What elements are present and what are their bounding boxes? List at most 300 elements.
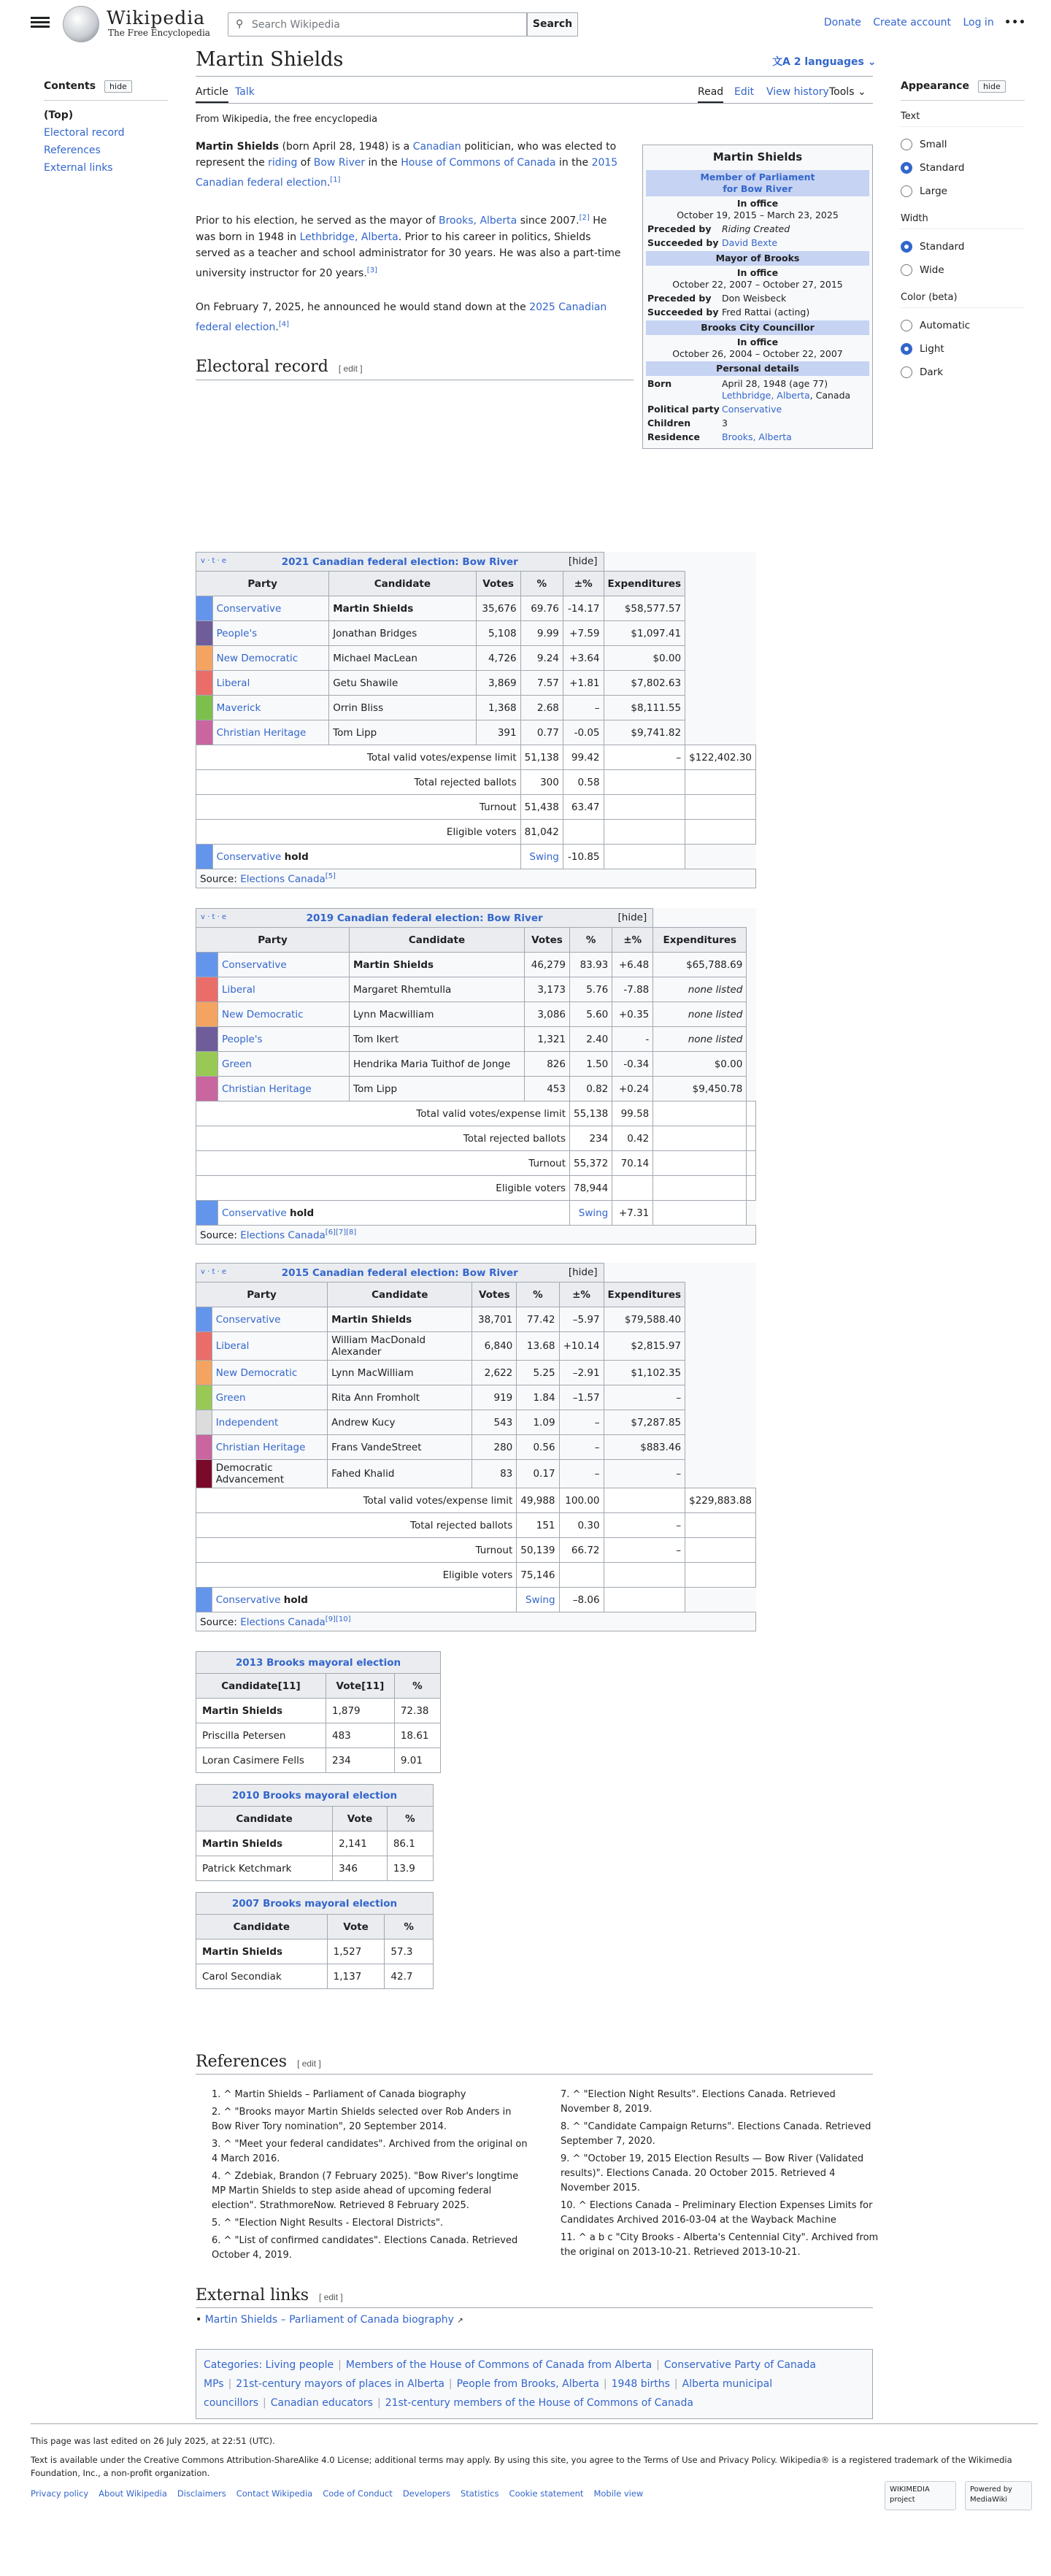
totals-row	[196, 1513, 756, 1538]
party-cell	[212, 1307, 327, 1332]
candidate-name: Martin Shields	[196, 1699, 326, 1723]
category-link[interactable]: People from Brooks, Alberta	[456, 2378, 599, 2390]
swing-value: –8.06	[559, 1588, 604, 1612]
percent-cell: 5.60	[570, 1002, 612, 1027]
footer-link[interactable]: Cookie statement	[509, 2488, 584, 2499]
text: politician, who was elected to represent the	[196, 141, 617, 169]
candidate-row	[196, 621, 756, 646]
search-icon: ⚲	[236, 18, 244, 30]
totals-expenditures	[685, 820, 756, 845]
tools-menu[interactable]	[829, 86, 866, 98]
party-cell	[212, 720, 329, 745]
party-name[interactable]: Green	[215, 1391, 246, 1404]
totals-change	[653, 1101, 747, 1126]
mayoral-title[interactable]: 2013 Brooks mayoral election	[235, 1656, 401, 1669]
column-header: Candidate	[328, 1283, 472, 1307]
source-label: Source:	[200, 1616, 241, 1629]
party-name[interactable]: Maverick	[216, 701, 261, 714]
change-cell: +0.24	[612, 1077, 653, 1101]
candidate-row	[196, 1435, 756, 1460]
totals-label: Total rejected ballots	[196, 1126, 570, 1151]
tab-article[interactable]: Article	[196, 86, 228, 103]
totals-row	[196, 820, 756, 845]
percent-cell: 42.7	[385, 1964, 434, 1989]
source-cell	[196, 1612, 756, 1631]
citation-links[interactable]: [9][10]	[325, 1615, 351, 1623]
toc-hide-button[interactable]: hide	[104, 80, 132, 93]
party-name[interactable]: People's	[222, 1033, 263, 1045]
change-cell: –1.57	[559, 1385, 604, 1410]
toc-item-external-links[interactable]: External links	[44, 162, 113, 174]
in-office-label: In office	[736, 198, 779, 209]
in-office-label: In office	[736, 337, 779, 347]
reference-item[interactable]: 5. ^ "Election Night Results - Electoral Districts".	[212, 2218, 444, 2229]
hold-word: hold	[290, 1207, 315, 1219]
party-name[interactable]: People's	[216, 627, 258, 639]
column-header: Vote[11]	[326, 1674, 394, 1699]
wikimedia-project-badge[interactable]: WIKIMEDIA project	[885, 2481, 956, 2510]
reference-item[interactable]: 2. ^ "Brooks mayor Martin Shields selected over Rob Anders in Bow River Tory nomination", 20 September 2014.	[212, 2107, 512, 2132]
table-hide-toggle[interactable]: [hide]	[568, 555, 598, 567]
party-name[interactable]: Green	[222, 1058, 252, 1070]
totals-percent: 99.42	[563, 745, 604, 770]
toc-item-electoral-record[interactable]: Electoral record	[44, 127, 125, 139]
party-name[interactable]: New Democratic	[216, 652, 299, 664]
party-name[interactable]: Christian Heritage	[222, 1083, 312, 1095]
text: Prior to his election, he served as the mayor of	[196, 215, 439, 227]
in-office-label: In office	[736, 267, 779, 278]
votes-cell: 3,869	[476, 671, 520, 696]
totals-expenditures	[685, 795, 756, 820]
change-cell: +3.64	[563, 646, 604, 671]
party-name[interactable]: New Democratic	[222, 1008, 304, 1020]
mayoral-row	[196, 1831, 434, 1856]
text-size-small[interactable]	[901, 133, 1025, 156]
votes-cell: 1,321	[525, 1027, 570, 1052]
reference-item[interactable]: 4. ^ Zdebiak, Brandon (7 February 2025). "Bow River's longtime MP Martin Shields to step aside ahead of upcoming federal election". StrathmoreNow. Retrieved 8 February 2025.	[212, 2171, 519, 2211]
election-title[interactable]: 2015 Canadian federal election: Bow River	[281, 1266, 518, 1279]
search-button[interactable]: Search	[527, 12, 578, 36]
more-options-icon[interactable]: •••	[1004, 17, 1026, 28]
source-link[interactable]: Elections Canada	[240, 1229, 326, 1242]
percent-cell: 18.61	[394, 1723, 440, 1748]
votes-cell: 46,279	[525, 953, 570, 977]
search-input[interactable]	[228, 12, 527, 36]
change-cell: –	[563, 696, 604, 720]
totals-change	[653, 1126, 747, 1151]
candidate-name: Jonathan Bridges	[329, 621, 476, 646]
votes-cell: 919	[472, 1385, 517, 1410]
wikipedia-globe-logo[interactable]	[63, 6, 99, 42]
link-canadian[interactable]: Canadian	[412, 141, 461, 153]
candidate-row	[196, 953, 756, 977]
totals-expenditures	[685, 1563, 756, 1588]
column-header: Expenditures	[604, 572, 685, 596]
table-hide-toggle[interactable]: [hide]	[617, 912, 647, 923]
party-color-swatch	[196, 1027, 218, 1052]
category-link[interactable]: Canadian educators	[270, 2397, 373, 2409]
totals-votes: 51,138	[520, 745, 563, 770]
hold-word: hold	[283, 1593, 308, 1606]
swing-label	[517, 1588, 559, 1612]
candidate-name: William MacDonald Alexander	[328, 1332, 472, 1361]
party-color-swatch	[196, 1361, 212, 1385]
category-link[interactable]: 1948 births	[611, 2378, 670, 2390]
category-link[interactable]: Alberta municipal councillors	[204, 2378, 773, 2409]
change-cell: -14.17	[563, 596, 604, 621]
candidate-name: Orrin Bliss	[329, 696, 476, 720]
text: He was born in 1948 in	[196, 215, 607, 243]
candidate-row	[196, 646, 756, 671]
category-separator: |	[228, 2378, 232, 2390]
column-header: Candidate	[196, 1915, 328, 1939]
votes-cell: 543	[472, 1410, 517, 1435]
tab-edit[interactable]: Edit	[734, 86, 755, 98]
reference-item[interactable]: 9. ^ "October 19, 2015 Election Results — Bow River (Validated results)". Elections Canada. 20 October 2015. Retrieved 4 November 2015.	[561, 2153, 864, 2194]
footer-link[interactable]: Statistics	[460, 2488, 499, 2499]
totals-row	[196, 1151, 756, 1176]
reference-column-right	[561, 2088, 882, 2263]
source-link[interactable]: Elections Canada	[240, 1616, 326, 1629]
votes-cell: 1,527	[327, 1939, 385, 1964]
percent-cell: 0.17	[517, 1460, 559, 1488]
link-bow-river[interactable]: Bow River	[313, 157, 366, 169]
toc-item-references[interactable]: References	[44, 145, 101, 156]
change-cell: +10.14	[559, 1332, 604, 1361]
hold-party[interactable]: Conservative	[216, 850, 282, 863]
expenditures-cell: $7,802.63	[604, 671, 685, 696]
text: (born April 28, 1948) is a	[279, 141, 413, 153]
citation-4[interactable]: [4]	[278, 320, 289, 328]
category-link[interactable]: 21st-century members of the House of Commons of Canada	[385, 2397, 693, 2409]
totals-change: –	[604, 1513, 685, 1538]
appearance-hide-button[interactable]: hide	[978, 80, 1006, 93]
lead-paragraph-3	[196, 299, 626, 336]
change-cell: –5.97	[559, 1307, 604, 1332]
totals-votes: 51,438	[520, 795, 563, 820]
hold-cell	[212, 1588, 517, 1612]
expenditures-cell: $79,588.40	[604, 1307, 685, 1332]
translate-icon: 文A	[772, 56, 794, 68]
totals-percent: 0.58	[563, 770, 604, 795]
tab-read[interactable]: Read	[698, 86, 723, 103]
totals-percent	[563, 820, 604, 845]
party-color-swatch	[196, 720, 213, 745]
citation-links[interactable]: [5]	[325, 872, 336, 880]
citation-2[interactable]: [2]	[579, 214, 590, 222]
totals-votes: 55,372	[570, 1151, 612, 1176]
party-name[interactable]: Independent	[215, 1416, 279, 1429]
swing-link[interactable]: Swing	[526, 1593, 555, 1606]
percent-cell: 69.76	[520, 596, 563, 621]
footer-link[interactable]: Disclaimers	[177, 2488, 226, 2499]
width-standard[interactable]	[901, 235, 1025, 258]
swing-label	[520, 845, 563, 869]
footer-link[interactable]: Privacy policy	[31, 2488, 89, 2499]
totals-row	[196, 1538, 756, 1563]
mayoral-title[interactable]: 2010 Brooks mayoral election	[231, 1789, 398, 1802]
footer-link[interactable]: About Wikipedia	[99, 2488, 167, 2499]
votes-cell: 6,840	[472, 1332, 517, 1361]
candidate-name: Martin Shields	[196, 1939, 328, 1964]
text-size-large[interactable]	[901, 180, 1025, 203]
totals-row	[196, 745, 756, 770]
party-name: Democratic Advancement	[215, 1462, 285, 1485]
radio-icon	[901, 264, 912, 276]
footer-link[interactable]: Mobile view	[593, 2488, 644, 2499]
party-name[interactable]: Conservative	[216, 602, 282, 615]
color-light[interactable]	[901, 337, 1025, 361]
party-name[interactable]: Conservative	[222, 958, 287, 971]
link-house-of-commons[interactable]: House of Commons of Canada	[401, 157, 556, 169]
party-name[interactable]: New Democratic	[215, 1366, 298, 1379]
totals-votes: 234	[570, 1126, 612, 1151]
percent-cell: 9.01	[394, 1748, 440, 1773]
swing-link[interactable]: Swing	[529, 850, 559, 863]
reference-item[interactable]: 1. ^ Martin Shields – Parliament of Canada biography	[212, 2089, 466, 2100]
party-name[interactable]: Conservative	[215, 1313, 281, 1326]
party-name[interactable]: Liberal	[222, 983, 255, 996]
party-color-swatch	[196, 1077, 218, 1101]
link-residence[interactable]: Brooks, Alberta	[722, 431, 792, 442]
candidate-row	[196, 1332, 756, 1361]
powered-by-mediawiki-badge[interactable]: Powered by MediaWiki	[965, 2481, 1032, 2510]
percent-cell: 83.93	[570, 953, 612, 977]
expenditures-cell: $9,741.82	[604, 720, 685, 745]
footer-link[interactable]: Contact Wikipedia	[236, 2488, 313, 2499]
text: in the	[365, 157, 401, 169]
citation-3[interactable]: [3]	[366, 266, 377, 274]
infobox-band-personal: Personal details	[646, 361, 869, 376]
party-cell	[218, 953, 350, 977]
candidate-name: Margaret Rhemtulla	[350, 977, 525, 1002]
toc-item-top[interactable]: (Top)	[44, 109, 74, 121]
citation-1[interactable]: [1]	[330, 176, 341, 184]
link-2025-election[interactable]: 2025 Canadian federal election	[196, 301, 607, 334]
candidate-name: Loran Casimere Fells	[196, 1748, 326, 1773]
candidate-name: Martin Shields	[328, 1307, 472, 1332]
edit-section-link[interactable]: [ edit ]	[297, 2058, 321, 2069]
color-dark[interactable]	[901, 361, 1025, 384]
option-label: Small	[920, 139, 947, 150]
color-automatic[interactable]	[901, 314, 1025, 337]
tab-view-history[interactable]: View history	[766, 86, 829, 98]
edit-section-link[interactable]: [ edit ]	[319, 2292, 343, 2302]
log-in-link[interactable]: Log in	[963, 17, 994, 28]
navbox-vte-links[interactable]: v · t · e	[201, 1268, 227, 1276]
edit-section-link[interactable]: [ edit ]	[338, 364, 363, 374]
reference-item[interactable]: 8. ^ "Candidate Campaign Returns". Elections Canada. Retrieved September 7, 2020.	[561, 2121, 871, 2147]
column-header: Candidate[11]	[196, 1674, 326, 1699]
link-party[interactable]: Conservative	[722, 404, 782, 415]
totals-percent: 70.14	[612, 1151, 653, 1176]
totals-expenditures: $122,402.30	[685, 745, 756, 770]
candidate-name: Rita Ann Fromholt	[328, 1385, 472, 1410]
chevron-down-icon: ⌄	[867, 56, 877, 68]
party-cell	[212, 1361, 327, 1385]
categories-label[interactable]: Categories:	[204, 2359, 263, 2371]
percent-cell: 7.57	[520, 671, 563, 696]
expenditures-cell: $58,577.57	[604, 596, 685, 621]
width-wide[interactable]	[901, 258, 1025, 282]
party-color-swatch	[196, 953, 218, 977]
donate-link[interactable]: Donate	[823, 17, 861, 28]
create-account-link[interactable]: Create account	[873, 17, 952, 28]
votes-cell: 1,879	[326, 1699, 394, 1723]
reference-item[interactable]: 3. ^ "Meet your federal candidates". Archived from the original on 4 March 2016.	[212, 2139, 528, 2164]
percent-cell: 72.38	[394, 1699, 440, 1723]
column-header: Votes	[476, 572, 520, 596]
succeeded-label: Succeeded by	[647, 307, 719, 318]
party-cell	[218, 1002, 350, 1027]
change-cell: –	[559, 1410, 604, 1435]
text: .	[326, 177, 331, 189]
change-cell: -	[612, 1027, 653, 1052]
main-menu-icon[interactable]	[31, 15, 50, 31]
link-parliament-biography[interactable]: Martin Shields – Parliament of Canada biography	[204, 2314, 454, 2326]
swing-link[interactable]: Swing	[578, 1207, 609, 1219]
category-link[interactable]: Living people	[265, 2359, 334, 2371]
change-cell: +6.48	[612, 953, 653, 977]
heading-text: References	[196, 2053, 288, 2071]
reference-item[interactable]: 6. ^ "List of confirmed candidates". Elections Canada. Retrieved October 4, 2019.	[212, 2235, 518, 2261]
totals-percent: 66.72	[559, 1538, 604, 1563]
link-2015-election[interactable]: 2015 Canadian federal election	[196, 157, 618, 189]
totals-percent: 99.58	[612, 1101, 653, 1126]
party-color-swatch	[196, 1385, 212, 1410]
term-councillor: October 26, 2004 – October 22, 2007	[672, 348, 843, 359]
hold-party[interactable]: Conservative	[222, 1207, 287, 1219]
category-link[interactable]: 21st-century mayors of places in Alberta	[236, 2378, 444, 2390]
percent-cell: 5.76	[570, 977, 612, 1002]
link-bow-river[interactable]: for Bow River	[723, 183, 793, 194]
mayoral-row	[196, 1939, 434, 1964]
footer-links	[31, 2487, 653, 2500]
expenditures-cell: none listed	[653, 1002, 747, 1027]
candidate-name: Getu Shawile	[329, 671, 476, 696]
category-box	[196, 2349, 873, 2419]
infobox-band-councillor: Brooks City Councillor	[646, 320, 869, 335]
party-name[interactable]: Liberal	[216, 677, 250, 689]
citation-links[interactable]: [6][7][8]	[325, 1228, 357, 1237]
wikipedia-wordmark[interactable]: Wikipedia	[107, 7, 206, 28]
category-separator: |	[656, 2359, 660, 2371]
footer-link[interactable]: Code of Conduct	[323, 2488, 393, 2499]
option-label: Wide	[920, 264, 944, 276]
preceded-value: Riding Created	[722, 223, 790, 234]
term-mayor: October 22, 2007 – October 27, 2015	[672, 279, 843, 290]
external-links-list: • Martin Shields – Parliament of Canada biography ↗	[196, 2314, 463, 2326]
link-successor[interactable]: David Bexte	[722, 237, 778, 248]
navbox-vte-links[interactable]: v · t · e	[201, 913, 227, 921]
candidate-name: Martin Shields	[329, 596, 476, 621]
tab-talk[interactable]: Talk	[235, 86, 255, 98]
born-country: , Canada	[809, 390, 851, 401]
preceded-label: Preceded by	[647, 223, 712, 234]
totals-change	[604, 1488, 685, 1513]
table-of-contents	[44, 80, 168, 174]
link-birthplace[interactable]: Lethbridge, Alberta	[722, 390, 810, 401]
totals-label: Total valid votes/expense limit	[196, 745, 521, 770]
link-lethbridge[interactable]: Lethbridge, Alberta	[299, 231, 399, 243]
party-color-swatch	[196, 1201, 218, 1226]
change-cell: +7.59	[563, 621, 604, 646]
footer-link[interactable]: Developers	[402, 2488, 450, 2499]
election-table	[196, 908, 756, 1245]
election-title[interactable]: 2019 Canadian federal election: Bow River	[306, 912, 543, 924]
hold-word: hold	[284, 850, 309, 863]
category-link[interactable]: Conservative Party of Canada MPs	[204, 2359, 816, 2390]
totals-expenditures	[685, 1538, 756, 1563]
subject-name: Martin Shields	[196, 141, 280, 153]
expenditures-cell: $9,450.78	[653, 1077, 747, 1101]
site-sub: From Wikipedia, the free encyclopedia	[196, 114, 378, 125]
empty-cell	[653, 1201, 747, 1226]
language-button[interactable]	[772, 54, 876, 69]
text-size-standard[interactable]	[901, 156, 1025, 180]
expenditures-cell: $1,102.35	[604, 1361, 685, 1385]
totals-change: –	[604, 1538, 685, 1563]
candidate-name: Lynn Macwilliam	[350, 1002, 525, 1027]
election-title[interactable]: 2021 Canadian federal election: Bow River	[281, 555, 518, 568]
election-caption	[196, 1264, 604, 1283]
navbox-vte-links[interactable]: v · t · e	[201, 557, 227, 565]
reference-item[interactable]: 10. ^ Elections Canada – Preliminary Election Expenses Limits for Candidates Archived 2016-03-04 at the Wayback Machine	[561, 2200, 873, 2226]
party-name[interactable]: Liberal	[215, 1340, 250, 1352]
votes-cell: 391	[476, 720, 520, 745]
hold-party[interactable]: Conservative	[215, 1593, 281, 1606]
text: of	[297, 157, 314, 169]
totals-votes: 49,988	[517, 1488, 559, 1513]
mayoral-row	[196, 1748, 441, 1773]
link-brooks-alberta[interactable]: Brooks, Alberta	[438, 215, 517, 227]
candidate-row	[196, 1027, 756, 1052]
expenditures-cell: $2,815.97	[604, 1332, 685, 1361]
party-name[interactable]: Christian Heritage	[215, 1441, 306, 1453]
reference-item[interactable]: 11. ^ a b c "City Brooks - Alberta's Centennial City". Archived from the original on 2013-10-21. Retrieved 2013-10-21.	[561, 2232, 879, 2258]
link-member-of-parliament[interactable]: Member of Parliament	[700, 172, 815, 182]
percent-cell: 0.56	[517, 1435, 559, 1460]
totals-row	[196, 1176, 756, 1201]
column-header: Party	[196, 1283, 328, 1307]
party-name[interactable]: Christian Heritage	[216, 726, 307, 739]
radio-icon	[901, 320, 912, 331]
totals-expenditures	[747, 1126, 756, 1151]
column-header: Vote	[333, 1807, 388, 1831]
change-cell: -0.05	[563, 720, 604, 745]
votes-cell: 826	[525, 1052, 570, 1077]
candidate-name: Fahed Khalid	[328, 1460, 472, 1488]
link-riding[interactable]: riding	[268, 157, 298, 169]
candidate-row	[196, 1077, 756, 1101]
reference-item[interactable]: 7. ^ "Election Night Results". Elections Canada. Retrieved November 8, 2019.	[561, 2089, 836, 2115]
expenditures-cell: $8,111.55	[604, 696, 685, 720]
category-link[interactable]: Members of the House of Commons of Canada from Alberta	[345, 2359, 652, 2371]
option-label: Automatic	[920, 320, 971, 331]
mayoral-title[interactable]: 2007 Brooks mayoral election	[231, 1897, 398, 1910]
page-title: Martin Shields	[196, 48, 344, 71]
source-label: Source:	[200, 873, 241, 885]
change-cell: –	[559, 1435, 604, 1460]
empty-cell	[604, 845, 685, 869]
totals-votes: 55,138	[570, 1101, 612, 1126]
expenditures-cell: none listed	[653, 1027, 747, 1052]
totals-change	[604, 770, 685, 795]
election-caption	[196, 909, 653, 928]
table-hide-toggle[interactable]: [hide]	[568, 1266, 598, 1278]
column-header: %	[517, 1283, 559, 1307]
source-link[interactable]: Elections Canada	[240, 873, 326, 885]
